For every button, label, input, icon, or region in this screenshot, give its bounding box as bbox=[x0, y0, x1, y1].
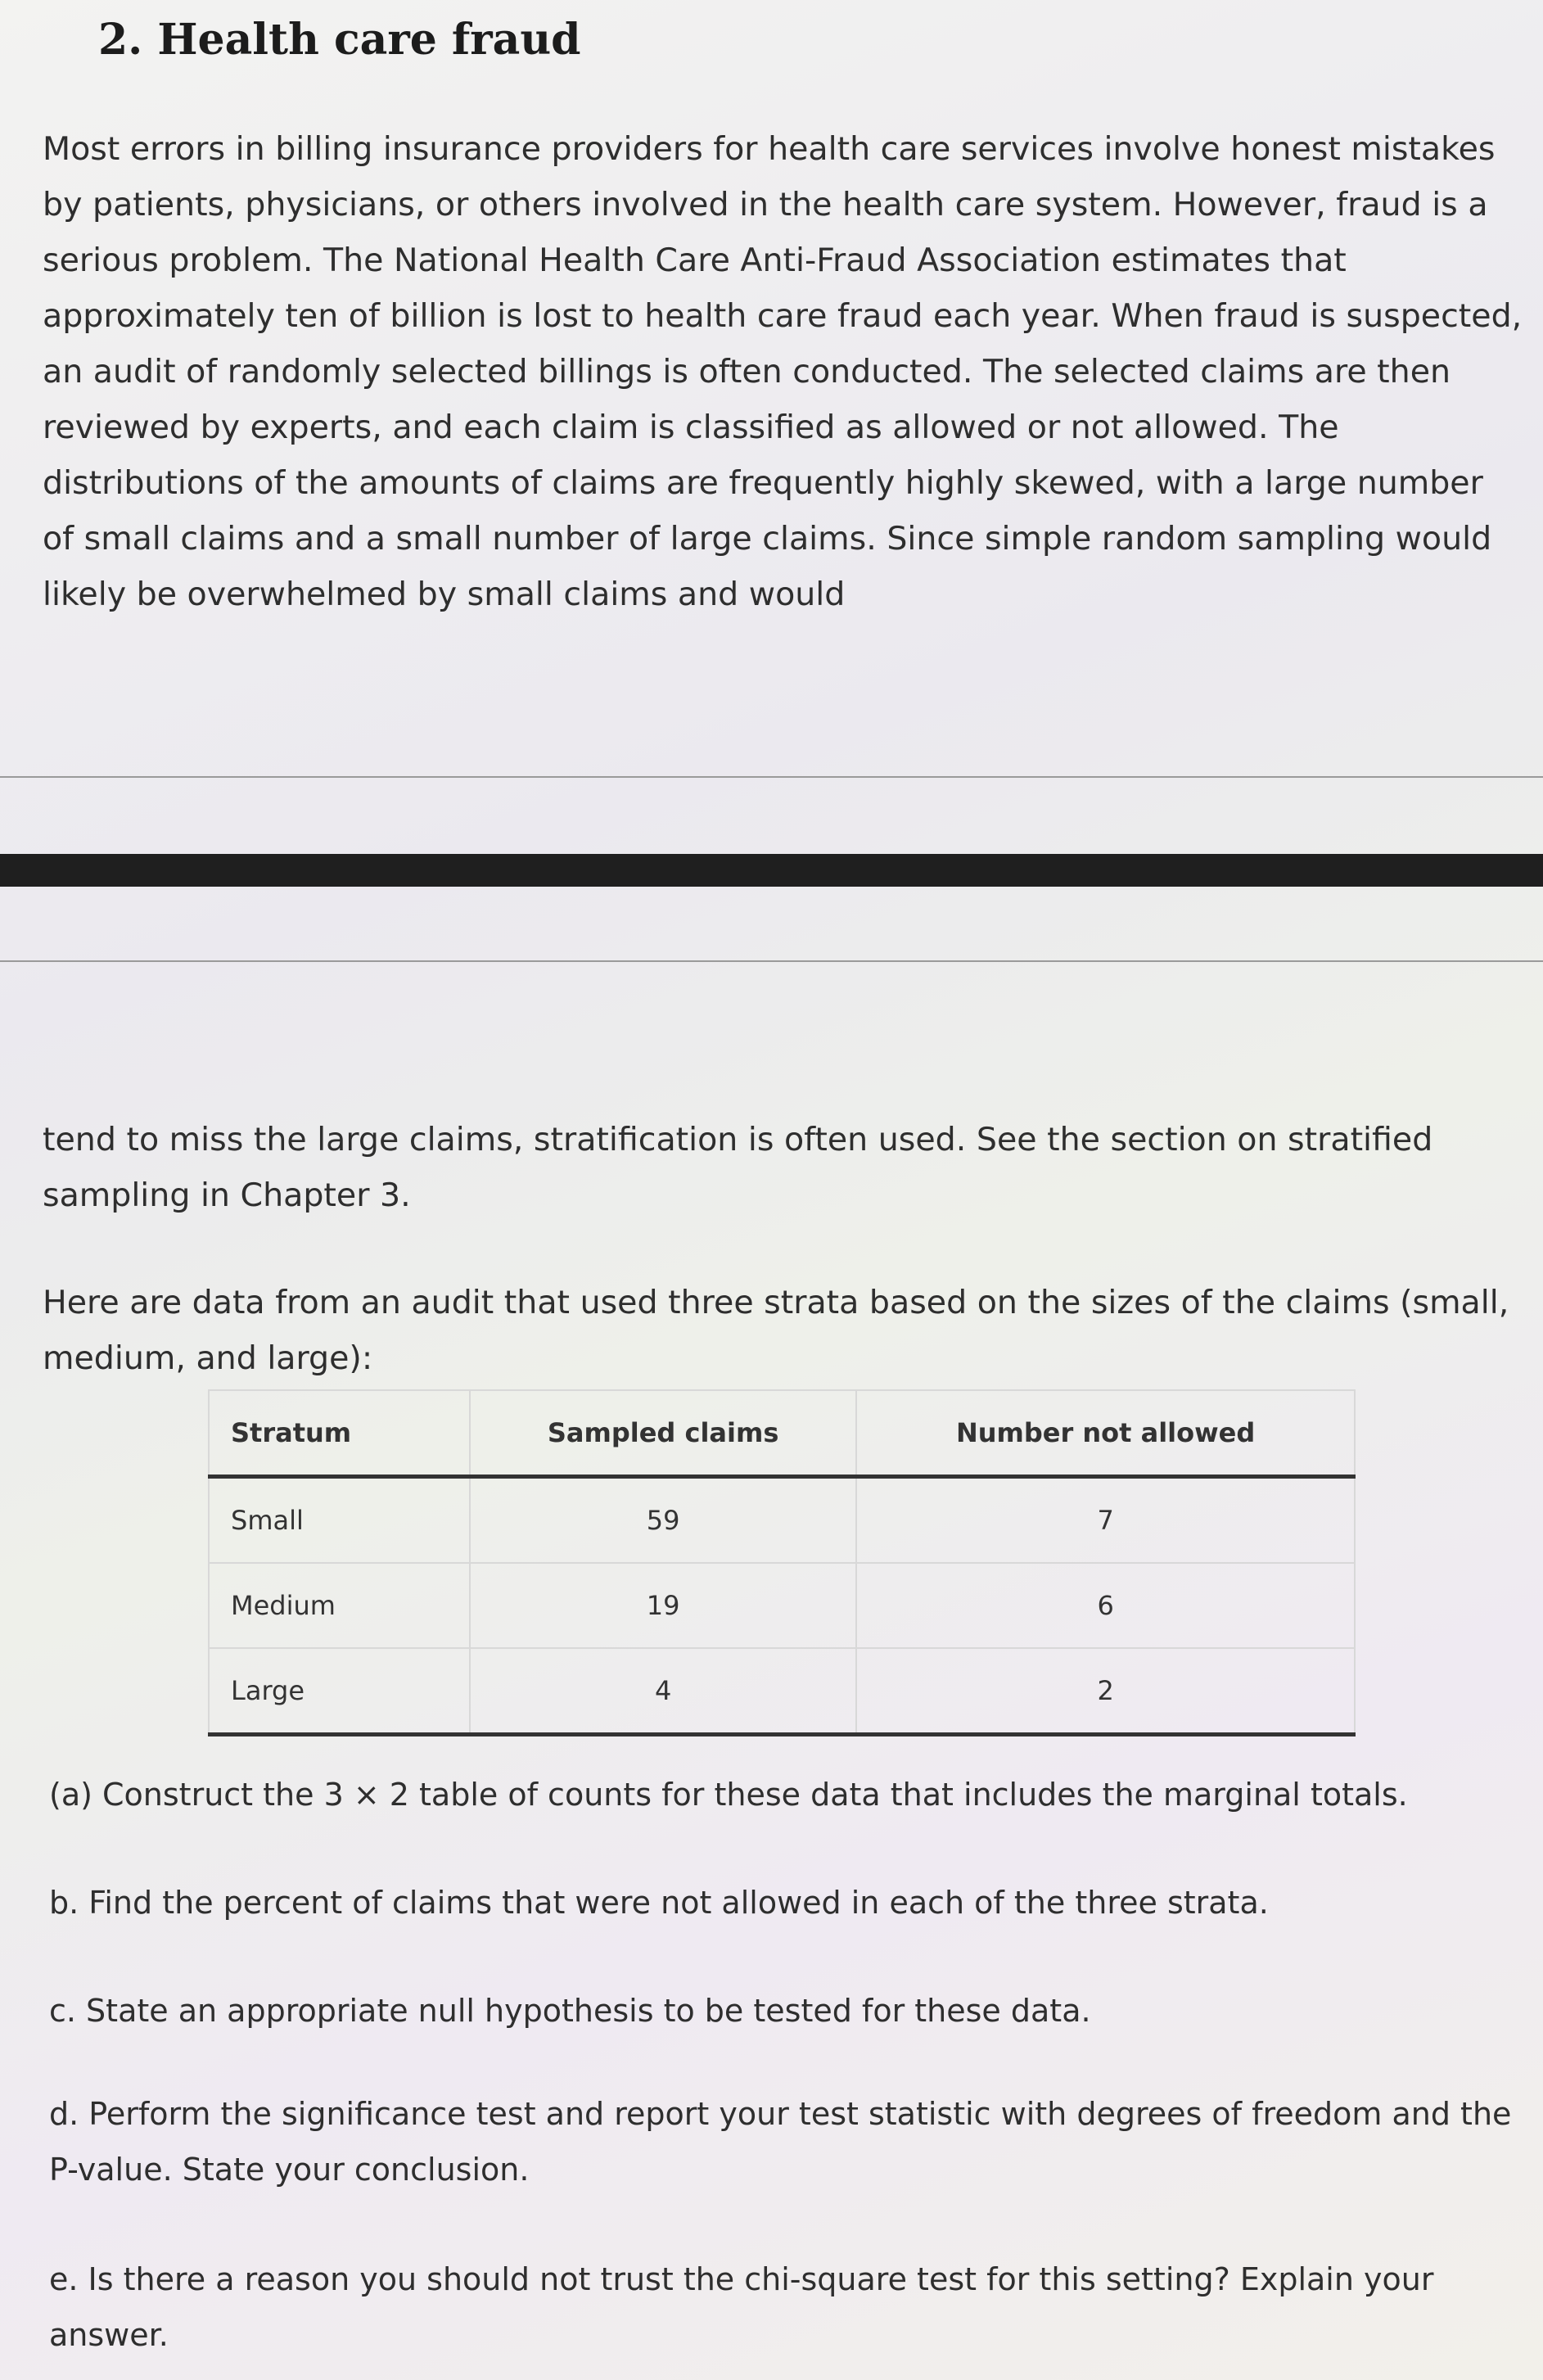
table-row bbox=[209, 1563, 1355, 1648]
header-stratum: Stratum bbox=[209, 1390, 470, 1477]
data-intro-paragraph: Here are data from an audit that used three strata based on the sizes of the claims (small, medium, and large): bbox=[43, 1284, 1509, 1377]
cell-sampled-claims: 4 bbox=[470, 1648, 856, 1735]
cell-stratum: Large bbox=[209, 1648, 470, 1735]
intro-paragraph: Most errors in billing insurance providers for health care services involve honest mistakes by patients, physicians, or others involved in the health care system. However, fraud is a serious problem. The National Health Care Anti-Fraud Association estimates that approximately ten of billion is lost to health care fraud each year. When fraud is suspected, an audit of randomly selected billings is often conducted. The selected claims are then reviewed by experts, and each claim is classified as allowed or not allowed. The distributions of the amounts of claims are frequently highly skewed, with a large number of small claims and a small number of large claims. Since simple random sampling would likely be overwhelmed by small claims and would bbox=[43, 130, 1523, 613]
question-d: d. Perform the significance test and report your test statistic with degrees of freedom and the P-value. State your conclusion. bbox=[49, 2096, 1512, 2188]
divider-top bbox=[0, 776, 1543, 778]
cell-stratum: Medium bbox=[209, 1563, 470, 1648]
question-e: e. Is there a reason you should not trust the chi-square test for this setting? Explain your answer. bbox=[49, 2261, 1434, 2353]
claims-table bbox=[208, 1389, 1356, 1736]
table-row bbox=[209, 1477, 1355, 1564]
header-sampled-claims: Sampled claims bbox=[470, 1390, 856, 1477]
divider-bottom bbox=[0, 960, 1543, 962]
cell-sampled-claims: 59 bbox=[470, 1477, 856, 1564]
cell-sampled-claims: 19 bbox=[470, 1563, 856, 1648]
question-a: (a) Construct the 3 × 2 table of counts for these data that includes the marginal totals. bbox=[49, 1777, 1408, 1813]
table-row bbox=[209, 1648, 1355, 1735]
header-number-not-allowed: Number not allowed bbox=[856, 1390, 1355, 1477]
continued-paragraph: tend to miss the large claims, stratification is often used. See the section on stratified sampling in Chapter 3. bbox=[43, 1121, 1433, 1214]
problem-title: 2. Health care fraud bbox=[98, 15, 581, 65]
table-header-row bbox=[209, 1390, 1355, 1477]
cell-not-allowed: 6 bbox=[856, 1563, 1355, 1648]
cell-not-allowed: 7 bbox=[856, 1477, 1355, 1564]
cell-stratum: Small bbox=[209, 1477, 470, 1564]
page-break-bar bbox=[0, 854, 1543, 887]
cell-not-allowed: 2 bbox=[856, 1648, 1355, 1735]
question-b: b. Find the percent of claims that were not allowed in each of the three strata. bbox=[49, 1885, 1269, 1921]
question-c: c. State an appropriate null hypothesis to be tested for these data. bbox=[49, 1993, 1091, 2029]
